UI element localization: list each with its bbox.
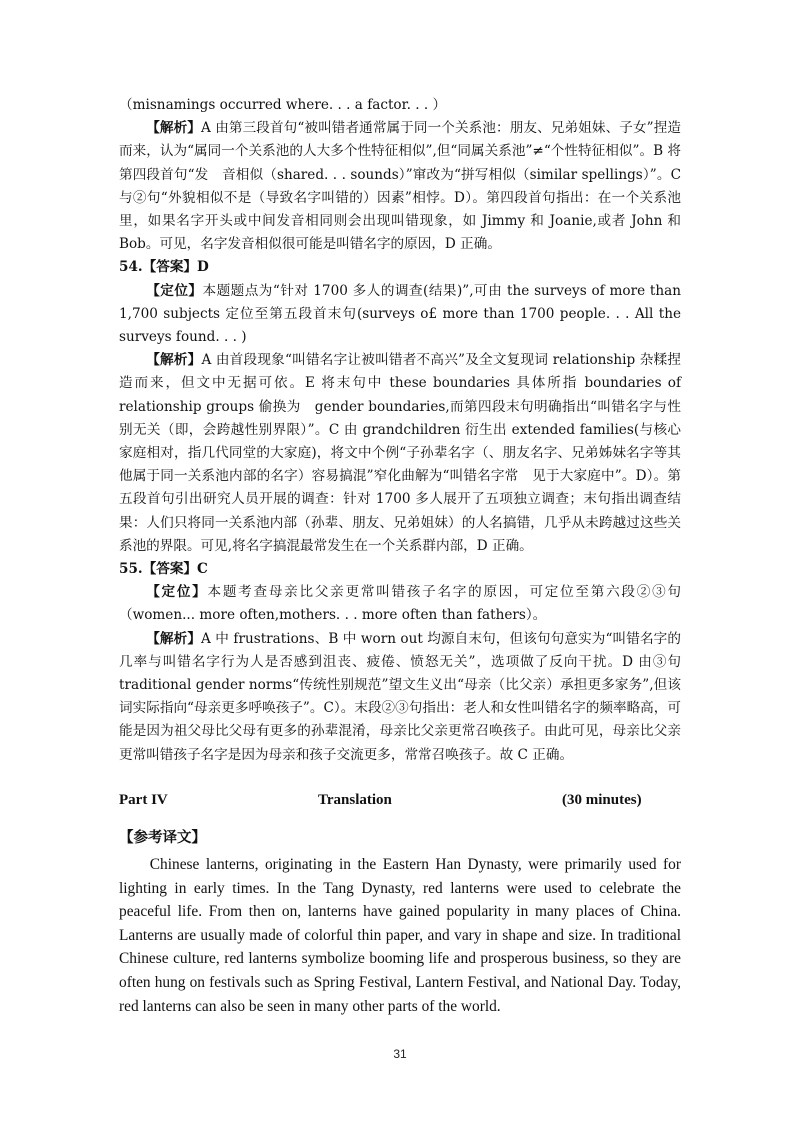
page-number: 31	[393, 1047, 407, 1061]
section-heading	[119, 792, 681, 814]
q54-analysis-label: 【解析】	[146, 352, 202, 369]
q55-locate	[119, 581, 681, 627]
q53-analysis-text: A 由第三段首句“被叫错者通常属于同一个关系池：朋友、兄弟姐妹、子女”捏造而来，认为“属同一个关系池的人大多个性特征相似”,但“同属关系池”≠“个性特征相似”。B 将第四段首句“发 音相似（shared. . . sounds）”窜改为“拼写相似（similar spellings）”。C 与②句“外貌相似不是（导致名字叫错的）因素”相悖。D）。第四段首句指出：在一个关系池里，如果名字开头或中间发音相同则会出现叫错现象，如 Jimmy 和 Joanie,或者 John 和 Bob。可见，名字发音相似很可能是叫错名字的原因，D 正确。	[119, 120, 681, 253]
q54-analysis-text: A 由首段现象“叫错名字让被叫错者不高兴”及全文复现词 relationship 杂糅捏造而来，但文中无据可依。E 将末句中 these boundaries 具体所指 boundaries of relationship groups 偷换为 gender boundaries,而第四段末句明确指出“叫错名字与性别无关（即，会跨越性别界限）”。C 由 grandchildren 衍生出 extended families(与核心家庭相对，指几代同堂的大家庭)，将文中个例“子孙辈名字（、朋友名字、兄弟姊妹名字等其他属于同一关系池内部的名字）容易搞混”窄化曲解为“叫错名字常 见于大家庭中”。D）。第五段首句引出研究人员开展的调查：针对 1700 多人展开了五项独立调查；末句指出调查结果：人们只将同一关系池内部（孙辈、朋友、兄弟姐妹）的人名搞错，几乎从未跨越过这些关 系池的界限。可见,将名字搞混最常发生在一个关系群内部，D 正确。	[119, 352, 695, 554]
q55-analysis	[119, 628, 681, 767]
q53-analysis-label: 【解析】	[146, 120, 201, 137]
reference-text: Chinese lanterns, originating in the Eastern Han Dynasty, were primarily used for lighting in early times. In the Tang Dynasty, red lanterns were used to celebrate the peaceful life. From then on, lanterns have gained popularity in many places of China. Lanterns are usually made of colorful thin paper, and vary in shape and size. In traditional Chinese culture, red lanterns symbolize booming life and prosperous business, so they are often hung on festivals such as Spring Festival, Lantern Festival, and National Day. Today, red lanterns can also be seen in many other parts of the world.	[119, 856, 681, 1015]
section-title: Translation	[318, 792, 392, 808]
answer-column	[119, 94, 695, 767]
q54-answer: 54.【答案】D	[119, 259, 209, 276]
q54-analysis	[119, 349, 695, 558]
section-part: Part IV	[119, 792, 168, 808]
q54-locate-label: 【定位】	[146, 282, 203, 299]
reference-heading: 【参考译文】	[119, 829, 206, 846]
reference-translation	[119, 827, 681, 1018]
q55-analysis-text: A 中 frustrations、B 中 worn out 均源自末句，但该句句意实为“叫错名字的几率与叫错名字行为人是否感到沮丧、疲倦、愤怒无关”，选项做了反向干扰。D 由③句 traditional gender norms“传统性别规范”望文生义出“母亲（比父亲）承担更多家务”,但该词实际指向“母亲更多呼唤孩子”。C）。末段②③句指出：老人和女性叫错名字的频率略高，可能是因为祖父母比父母有更多的孙辈混淆，母亲比父亲更常召唤孩子。由此可见，母亲比父亲更常叫错孩子名字是因为母亲和孩子交流更多，常常召唤孩子。故 C 正确。	[119, 630, 681, 763]
q54-locate	[119, 280, 681, 350]
q54-locate-text: 本题题点为“针对 1700 多人的调查(结果)”,可由 the surveys of more than 1,700 subjects 定位至第五段首末句(surveys o£ more than 1700 people. . . All the surveys found. . . )	[119, 282, 682, 346]
q53-analysis	[119, 117, 681, 256]
q55-locate-text: 本题考查母亲比父亲更常叫错孩子名字的原因，可定位至第六段②③句（women... more often,mothers. . . more often than fathers）。	[119, 584, 682, 624]
q55-locate-label: 【定位】	[146, 584, 208, 601]
section-time: (30 minutes)	[562, 792, 642, 808]
q55-answer: 55.【答案】C	[119, 561, 208, 578]
q55-analysis-label: 【解析】	[146, 630, 202, 647]
q53-locate-tail: （misnamings occurred where. . . a factor. . . ）	[119, 97, 447, 113]
